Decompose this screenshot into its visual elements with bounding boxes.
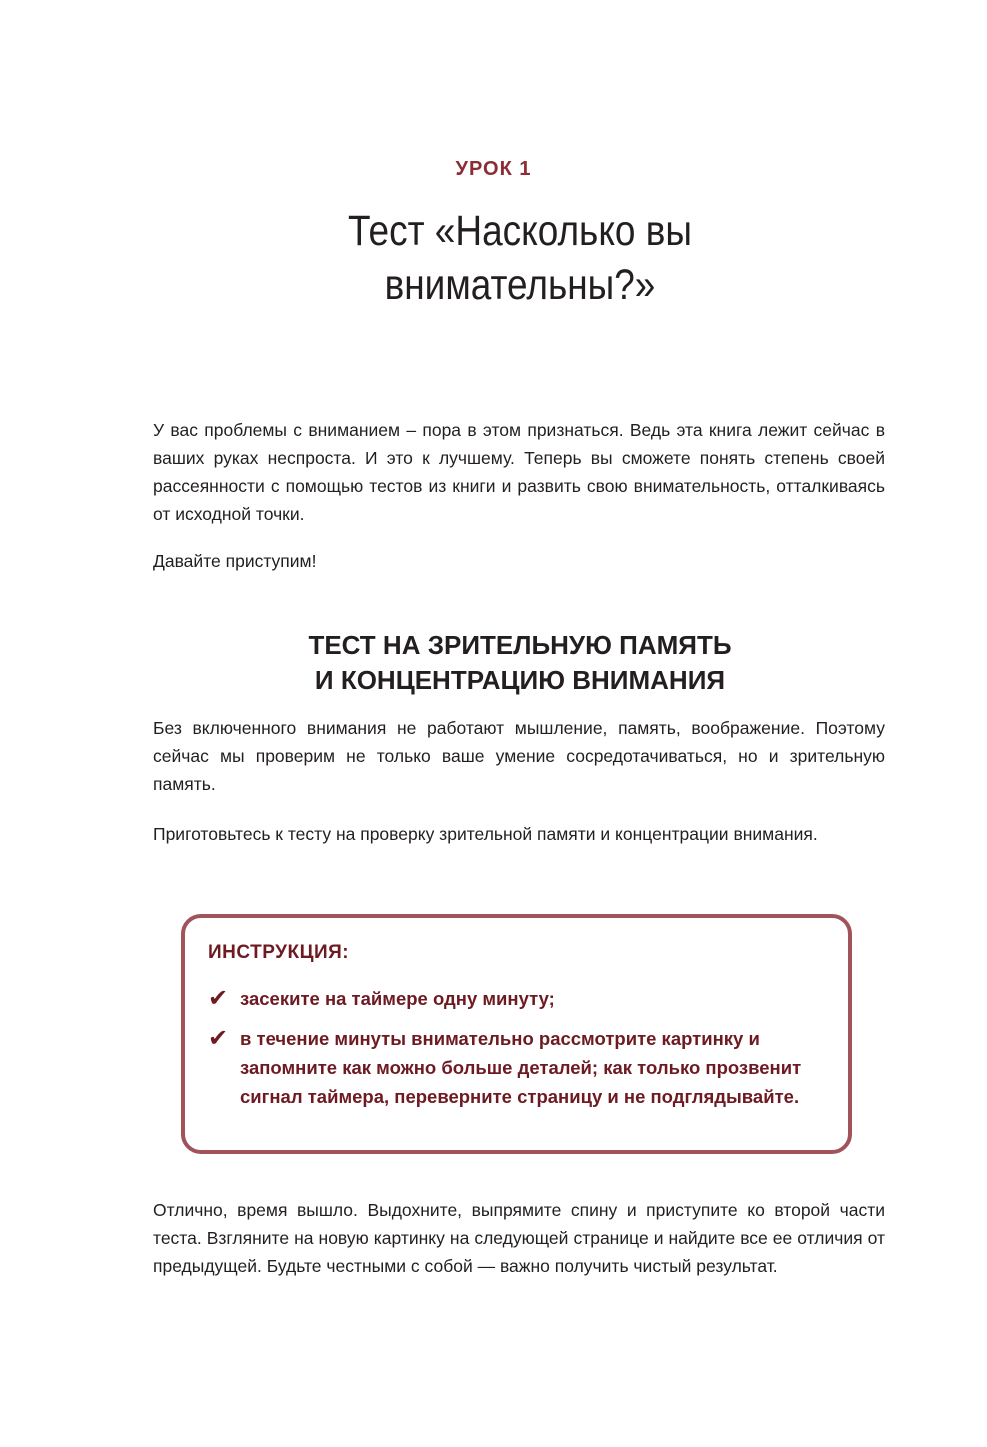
instruction-box bbox=[181, 914, 852, 1154]
instruction-title: ИНСТРУКЦИЯ: bbox=[208, 942, 350, 963]
intro-call-to-action: Давайте приступим! bbox=[153, 551, 317, 571]
chapter-title bbox=[73, 204, 967, 312]
section-prepare-paragraph: Приготовьтесь к тесту на проверку зрительной памяти и концентрации внимания. bbox=[153, 824, 818, 844]
checkmark-icon: ✔ bbox=[208, 1025, 229, 1052]
lesson-label: УРОК 1 bbox=[455, 158, 532, 180]
checkmark-icon: ✔ bbox=[208, 985, 229, 1012]
section-heading bbox=[0, 628, 987, 698]
intro-paragraph: У вас проблемы с вниманием – пора в этом признаться. Ведь эта книга лежит сейчас в ваших руках неспроста. И это к лучшему. Теперь вы сможете понять степень своей рассеянности с помощью тестов из книги и развить свою внимательность, отталкиваясь от исходной точки. bbox=[153, 420, 885, 524]
section-heading-line-2: И КОНЦЕНТРАЦИЮ ВНИМАНИЯ bbox=[314, 665, 726, 695]
instruction-item-text: засеките на таймере одну минуту; bbox=[240, 988, 555, 1009]
outro-paragraph: Отлично, время вышло. Выдохните, выпрямите спину и приступите ко второй части теста. Взгляните на новую картинку на следующей странице и найдите все ее отличия от предыдущей. Будьте честными с собой — важно получить чистый результат. bbox=[153, 1200, 885, 1276]
chapter-title-line-1: Тест «Насколько вы bbox=[348, 207, 692, 255]
instruction-item-text: в течение минуты внимательно рассмотрите картинку и запомните как можно больше деталей; как только прозвенит сигнал таймера, переверните страницу и не подглядывайте. bbox=[240, 1028, 802, 1107]
section-paragraph: Без включенного внимания не работают мышление, память, воображение. Поэтому сейчас мы проверим не только ваше умение сосредотачиваться, но и зрительную память. bbox=[153, 718, 885, 794]
chapter-title-line-2: внимательны?» bbox=[384, 261, 656, 309]
section-heading-line-1: ТЕСТ НА ЗРИТЕЛЬНУЮ ПАМЯТЬ bbox=[308, 630, 732, 660]
